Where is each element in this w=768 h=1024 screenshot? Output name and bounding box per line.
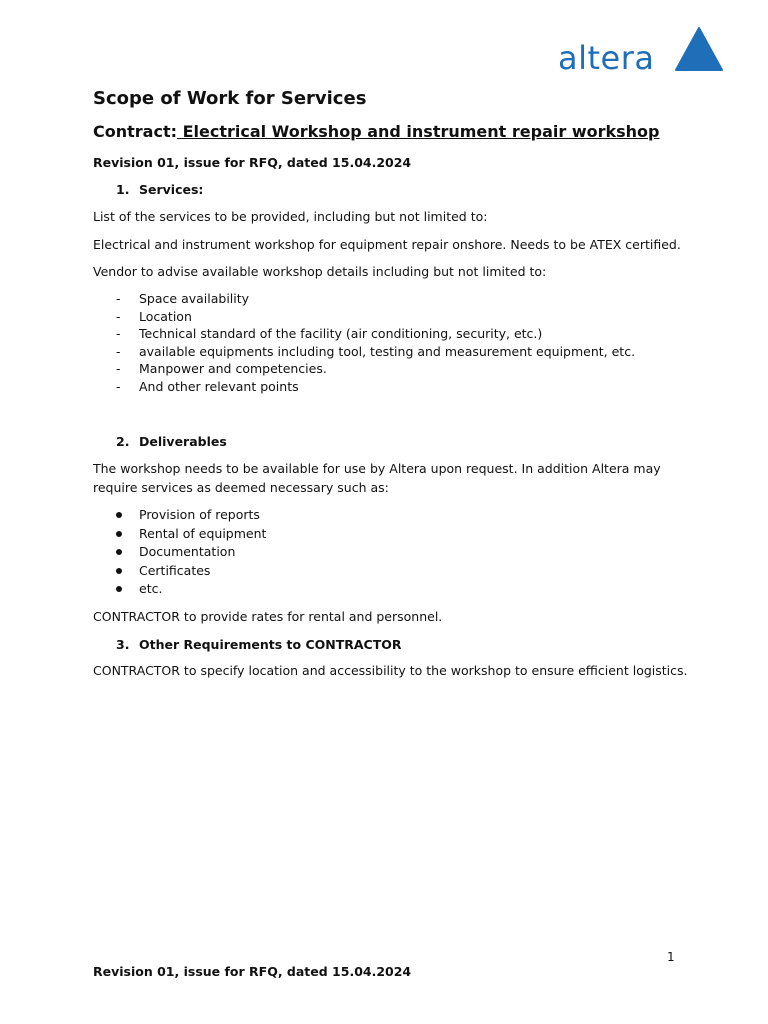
document-title: Scope of Work for Services [93,88,367,109]
list-dash: - [116,291,121,306]
contract-label: Contract: [93,122,177,141]
list-item: Technical standard of the facility (air conditioning, security, etc.) [139,326,543,341]
list-item: available equipments including tool, testing and measurement equipment, etc. [139,344,636,359]
section-2-paragraph-line: The workshop needs to be available for use by Altera upon request. In addition Altera may [93,461,661,476]
revision-line: Revision 01, issue for RFQ, dated 15.04.2024 [93,155,412,170]
bullet-dot [116,512,122,518]
section-2-paragraph-line: require services as deemed necessary such as: [93,480,389,495]
logo-triangle-icon [674,26,724,72]
bullet-dot [116,531,122,537]
list-item: Provision of reports [139,507,260,522]
section-3-paragraph: CONTRACTOR to specify location and accessibility to the workshop to ensure efficient logistics. [93,663,688,678]
list-dash: - [116,361,121,376]
list-item: Rental of equipment [139,526,267,541]
list-item: Location [139,309,192,324]
section-2-heading: Deliverables [139,434,227,449]
contract-name: Electrical Workshop and instrument repair workshop [177,122,660,141]
section-3-heading: Other Requirements to CONTRACTOR [139,637,402,652]
list-item: Manpower and competencies. [139,361,327,376]
bullet-dot [116,568,122,574]
section-1-paragraph: Vendor to advise available workshop details including but not limited to: [93,264,547,279]
section-1-paragraph: List of the services to be provided, including but not limited to: [93,209,488,224]
page-number: 1 [667,950,675,964]
logo-wordmark: altera [558,39,655,77]
list-item: Certificates [139,563,211,578]
section-1-heading: Services: [139,182,204,197]
section-1-number: 1. [116,182,130,197]
list-dash: - [116,344,121,359]
list-item: etc. [139,581,163,596]
section-3-number: 3. [116,637,130,652]
list-dash: - [116,309,121,324]
altera-logo [556,24,726,76]
list-item: Space availability [139,291,250,306]
section-1-paragraph: Electrical and instrument workshop for equipment repair onshore. Needs to be ATEX certified. [93,237,681,252]
list-item: And other relevant points [139,379,299,394]
footer-revision: Revision 01, issue for RFQ, dated 15.04.2024 [93,964,412,979]
contract-line [93,121,659,143]
list-dash: - [116,379,121,394]
list-item: Documentation [139,544,236,559]
bullet-dot [116,586,122,592]
bullet-dot [116,549,122,555]
section-2-closing: CONTRACTOR to provide rates for rental and personnel. [93,609,443,624]
section-2-number: 2. [116,434,130,449]
list-dash: - [116,326,121,341]
